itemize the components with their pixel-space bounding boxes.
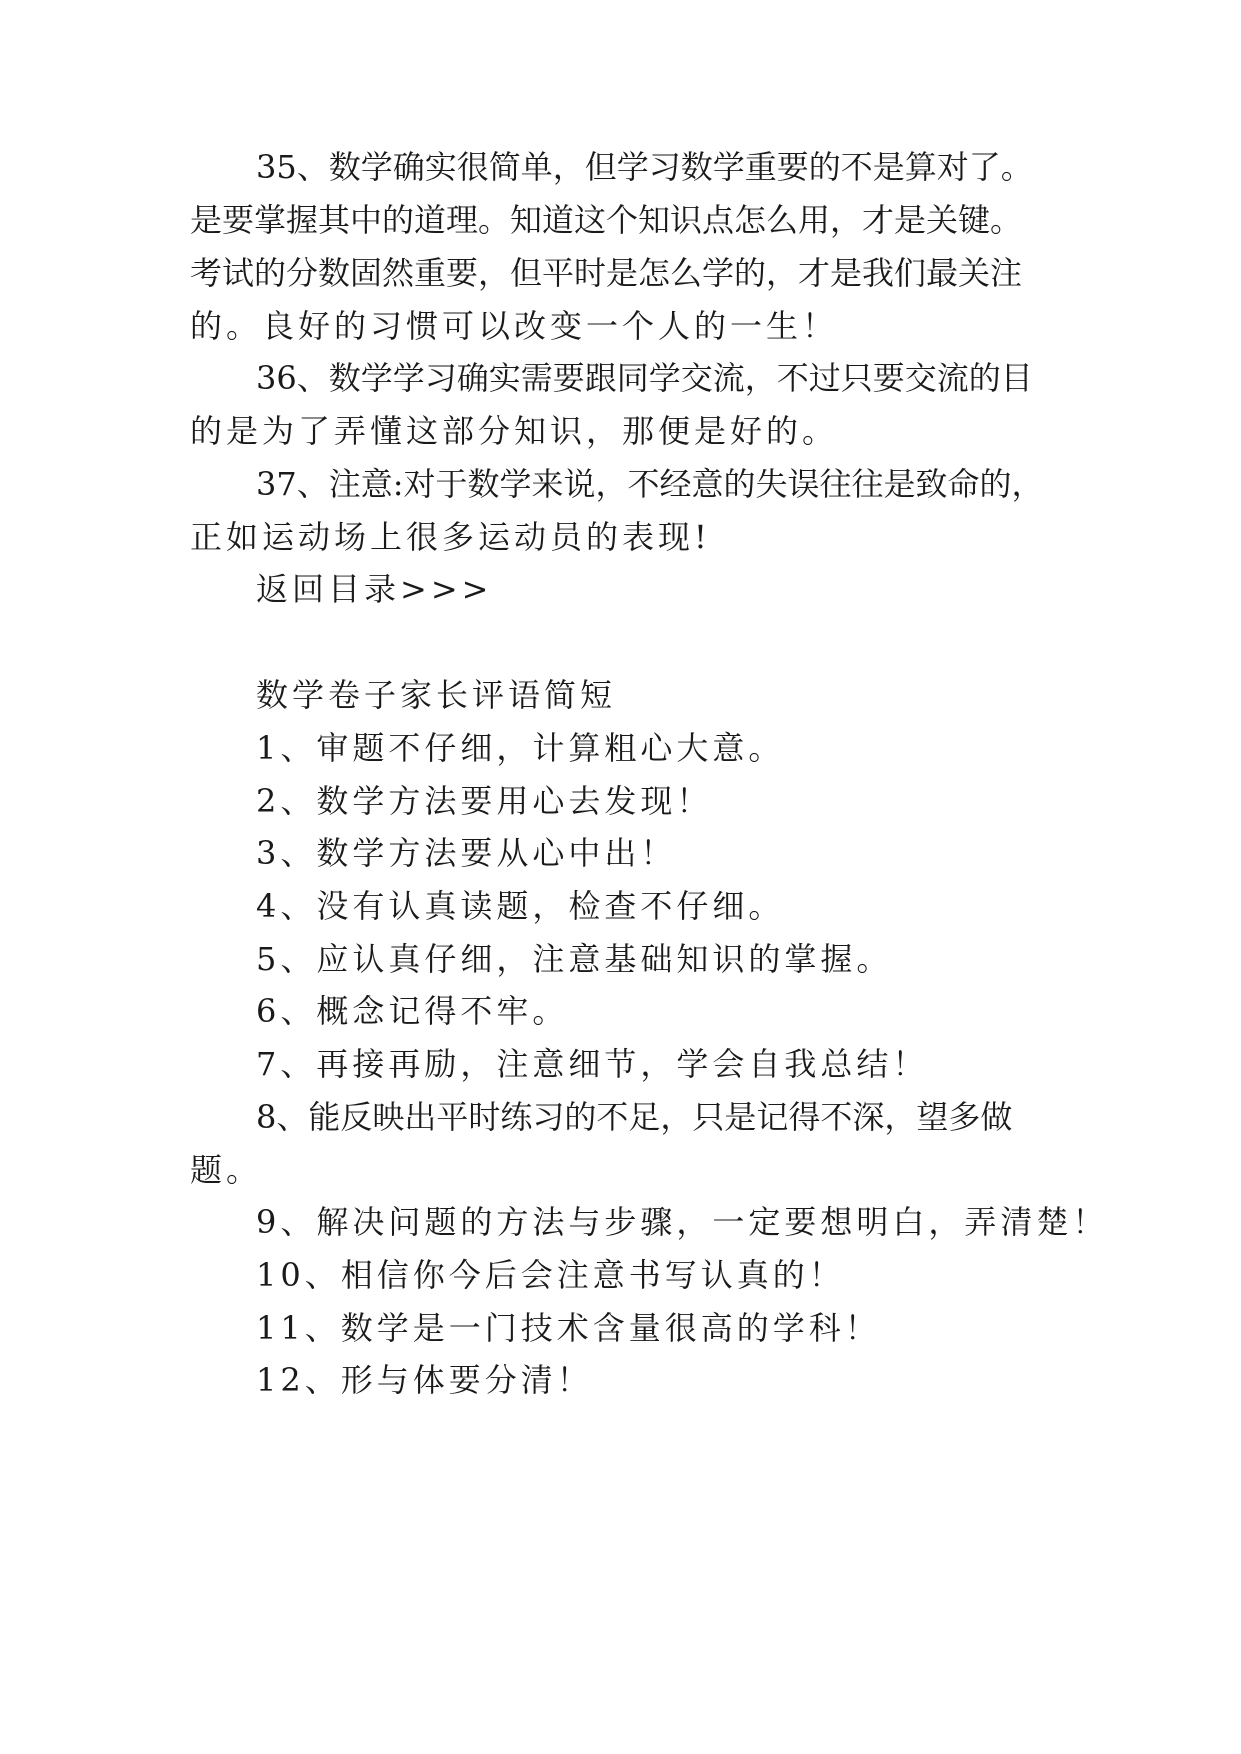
paragraph-35-line-1: 35、数学确实很简单，但学习数学重要的不是算对了。 bbox=[256, 148, 1033, 186]
list-item-4: 4、没有认真读题，检查不仔细。 bbox=[256, 887, 785, 925]
paragraph-36-line-1: 36、数学学习确实需要跟同学交流，不过只要交流的目 bbox=[256, 359, 1033, 397]
list-item-8-continuation: 题。 bbox=[190, 1151, 263, 1189]
list-item-1: 1、审题不仔细，计算粗心大意。 bbox=[256, 729, 785, 767]
list-item-8: 8、能反映出平时练习的不足，只是记得不深，望多做 bbox=[256, 1098, 1013, 1136]
list-item-6: 6、概念记得不牢。 bbox=[256, 992, 569, 1030]
back-to-contents-link[interactable]: 返回目录>>> bbox=[256, 570, 493, 608]
section-title: 数学卷子家长评语简短 bbox=[256, 676, 617, 714]
paragraph-35-line-3: 考试的分数固然重要，但平时是怎么学的，才是我们最关注 bbox=[190, 254, 1023, 292]
list-item-12: 12、形与体要分清！ bbox=[256, 1361, 593, 1399]
paragraph-36-line-2: 的是为了弄懂这部分知识，那便是好的。 bbox=[190, 412, 839, 450]
paragraph-37-line-1: 37、注意:对于数学来说，不经意的失误往往是致命的， bbox=[256, 465, 1044, 503]
list-item-5: 5、应认真仔细，注意基础知识的掌握。 bbox=[256, 940, 893, 978]
paragraph-37-line-2: 正如运动场上很多运动员的表现! bbox=[190, 518, 711, 556]
list-item-7: 7、再接再励，注意细节，学会自我总结！ bbox=[256, 1045, 929, 1083]
list-item-2: 2、数学方法要用心去发现！ bbox=[256, 782, 713, 820]
list-item-3: 3、数学方法要从心中出！ bbox=[256, 834, 677, 872]
list-item-11: 11、数学是一门技术含量很高的学科！ bbox=[256, 1309, 881, 1347]
list-item-10: 10、相信你今后会注意书写认真的！ bbox=[256, 1256, 845, 1294]
list-item-9: 9、解决问题的方法与步骤，一定要想明白，弄清楚！ bbox=[256, 1203, 1109, 1241]
paragraph-35-line-4: 的。良好的习惯可以改变一个人的一生！ bbox=[190, 307, 839, 345]
paragraph-35-line-2: 是要掌握其中的道理。知道这个知识点怎么用，才是关键。 bbox=[190, 201, 1023, 239]
